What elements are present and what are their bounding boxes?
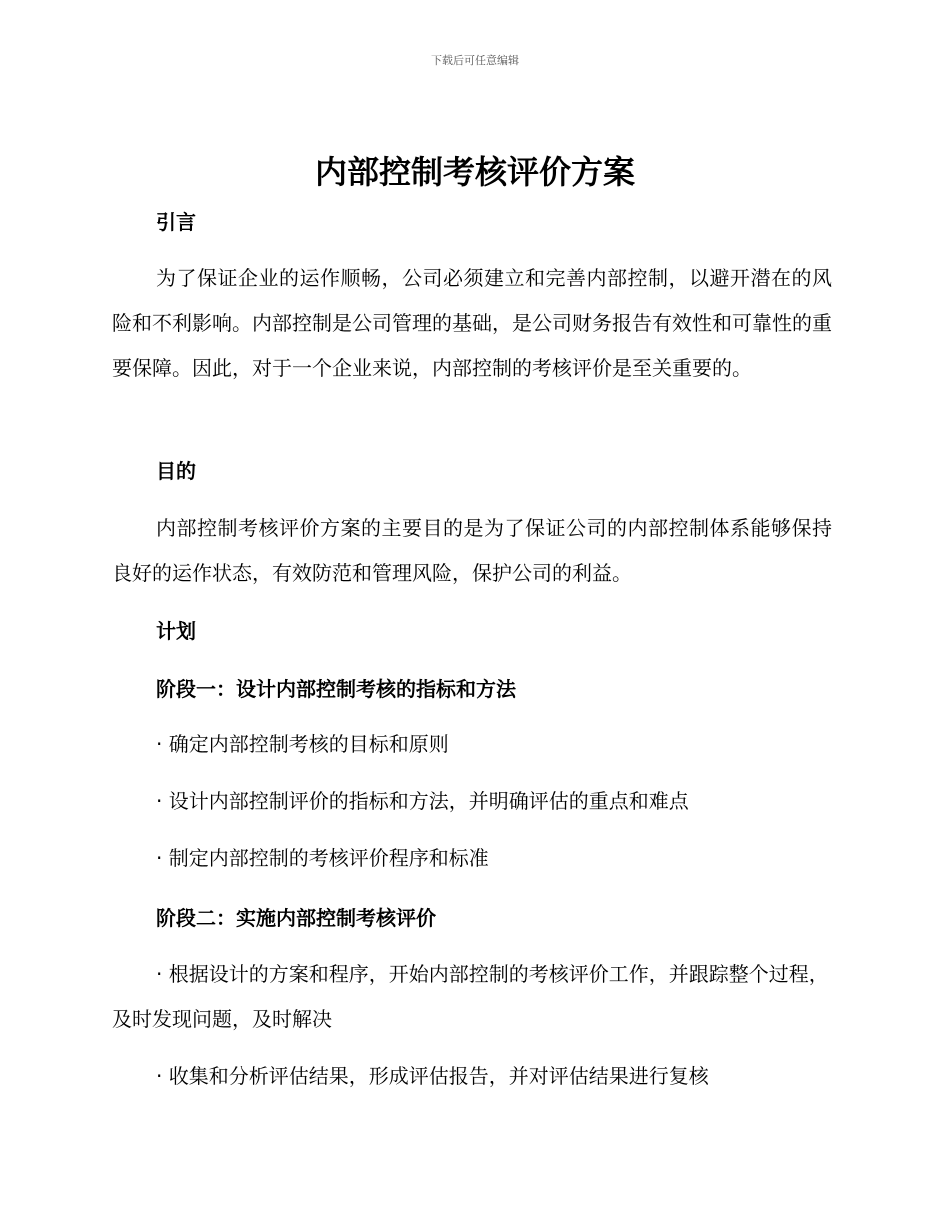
stage1-heading: 阶段一：设计内部控制考核的指标和方法 [156,677,516,701]
intro-paragraph: 为了保证企业的运作顺畅，公司必须建立和完善内部控制，以避开潜在的风险和不利影响。内部控制是公司管理的基础，是公司财务报告有效性和可靠性的重要保障。因此，对于一个企业来说，内部控制的考核评价是至关重要的。 [112,266,832,380]
list-item: · 收集和分析评估结果，形成评估报告，并对评估结果进行复核 [156,1064,709,1088]
section-heading-plan: 计划 [156,619,196,643]
header-note: 下载后可任意编辑 [431,54,519,67]
document-title: 内部控制考核评价方案 [314,153,635,191]
section-heading-intro: 引言 [156,210,196,234]
stage2-heading: 阶段二：实施内部控制考核评价 [156,906,436,930]
list-item: · 制定内部控制的考核评价程序和标准 [156,846,489,870]
section-heading-purpose: 目的 [156,459,196,483]
purpose-paragraph: 内部控制考核评价方案的主要目的是为了保证公司的内部控制体系能够保持良好的运作状态，有效防范和管理风险，保护公司的利益。 [112,516,832,585]
list-item: · 设计内部控制评价的指标和方法，并明确评估的重点和难点 [156,789,689,813]
list-item: · 根据设计的方案和程序，开始内部控制的考核评价工作，并跟踪整个过程，及时发现问题，及时解决 [112,962,829,1031]
list-item: · 确定内部控制考核的目标和原则 [156,732,449,756]
